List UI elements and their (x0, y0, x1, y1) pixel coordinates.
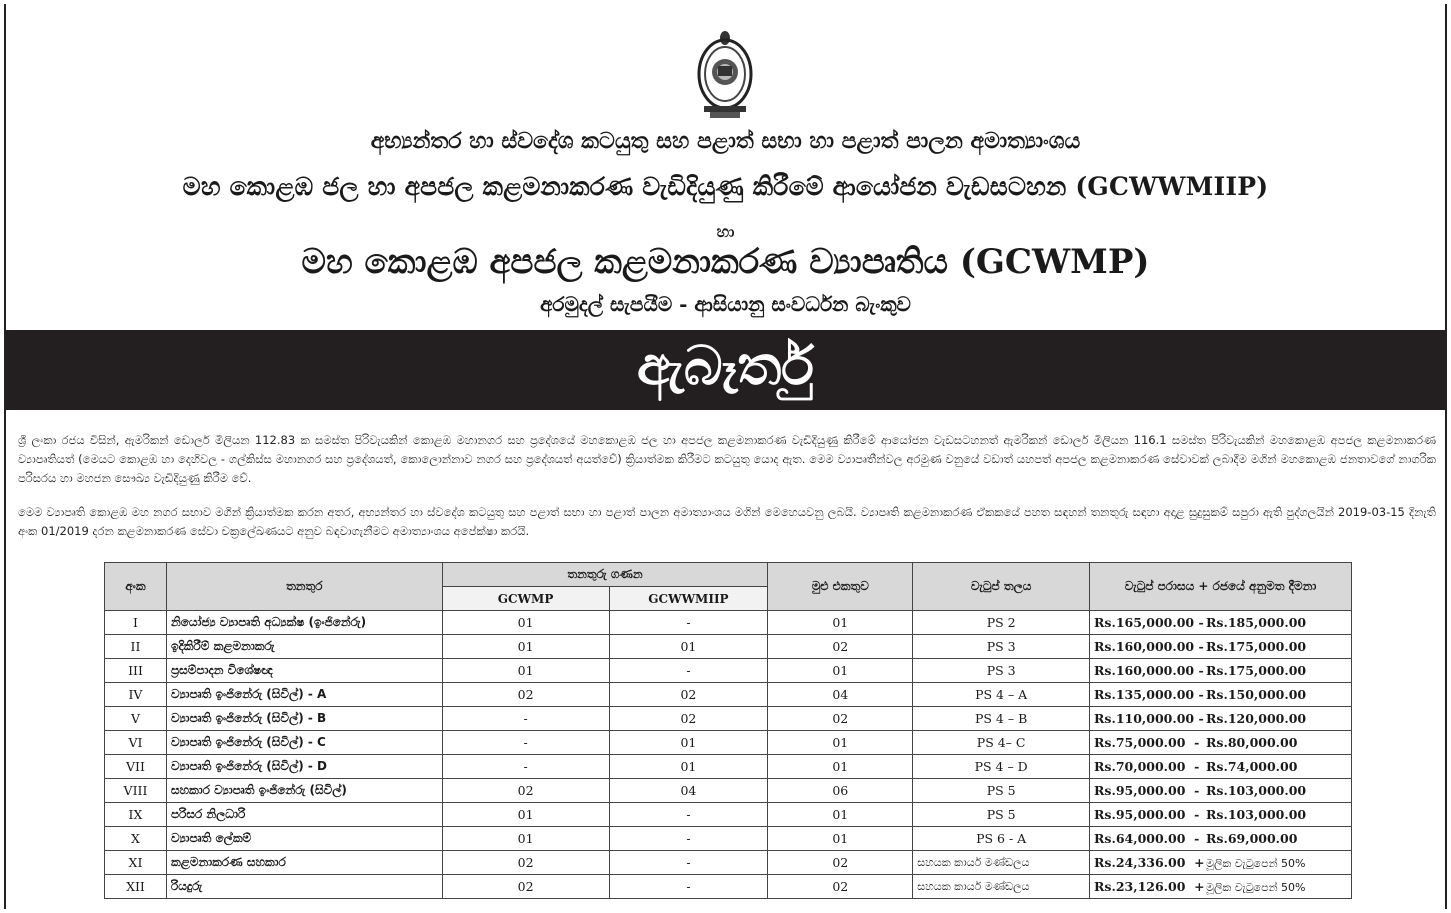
cell-gcwmp: 01 (442, 803, 609, 827)
cell-total: 01 (768, 755, 913, 779)
salary-end: Rs.175,000.00 (1206, 639, 1307, 654)
salary-end: Rs.150,000.00 (1206, 687, 1307, 702)
cell-total: 01 (768, 731, 913, 755)
cell-grade: PS 4 – A (913, 683, 1090, 707)
cell-gcwwmiip: 01 (609, 635, 768, 659)
cell-gcwmp: 02 (442, 779, 609, 803)
cell-gcwmp: 02 (442, 851, 609, 875)
cell-gcwwmiip: - (609, 851, 768, 875)
salary-end: Rs.74,000.00 (1206, 759, 1298, 774)
cell-salary (1090, 803, 1352, 827)
vacancies-banner (6, 330, 1445, 410)
and-connector: හා (716, 222, 735, 241)
cell-post: කළමනාකරණ සහකාර (166, 851, 442, 875)
salary-end: Rs.185,000.00 (1206, 615, 1307, 630)
cell-grade: PS 3 (913, 635, 1090, 659)
cell-post: නියෝජ්‍ය ව්‍යාපෘති අධ්‍යක්ෂ (ඉංජිනේරු) (166, 611, 442, 635)
cell-gcwmp: 01 (442, 827, 609, 851)
salary-start: Rs.95,000.00 - (1094, 783, 1200, 798)
cell-gcwwmiip: - (609, 875, 768, 899)
cell-gcwwmiip: - (609, 827, 768, 851)
cell-total: 06 (768, 779, 913, 803)
cell-salary (1090, 707, 1352, 731)
table-row (105, 803, 1352, 827)
ministry-heading: අභ්‍යන්තර හා ස්වදේශ කටයුතු සහ පළාත් සභා හා පළාත් පාලන අමාත්‍යාංශය (370, 128, 1081, 154)
header-gcwwmiip: GCWWMIIP (609, 587, 768, 611)
cell-grade: PS 2 (913, 611, 1090, 635)
table-row (105, 611, 1352, 635)
salary-end: Rs.80,000.00 (1206, 735, 1298, 750)
cell-salary (1090, 755, 1352, 779)
cell-gcwmp: 02 (442, 683, 609, 707)
cell-total: 01 (768, 611, 913, 635)
cell-grade: PS 3 (913, 659, 1090, 683)
table-row (105, 755, 1352, 779)
table-row (105, 659, 1352, 683)
salary-start: Rs.160,000.00 - (1094, 663, 1204, 678)
cell-salary (1090, 875, 1352, 899)
table-row (105, 635, 1352, 659)
intro-paragraph: ශ්‍රී ලංකා රජය විසින්, ඇමරිකන් ඩොලර් මිලියන 112.83 ක සමස්ත පිරිවැයකින් කොළඹ මහානගර සහ ප්‍රදේශයේ මහකොළඹ ජල හා අපජල කළමනාකරණ වැඩිදියුණු කිරීමේ ආයෝජන වැඩසටහනත් ඇමරිකන් ඩොලර් මිලියන 116.1 සමස්ත පිරිවැයකින් මහකොළඹ අපජල කළමනාකරණ ව්‍යාපෘතියත් (මෙයට කොළඹ හා දෙහිවල - ගල්කිස්ස මහානගර සහ ප්‍රදේශයත්, කොලොන්නාව නගර සහ ප්‍රදේශයත් අයත්වේ) ක්‍රියාත්මක කිරීමට කටයුතු යොද ඇත. මෙම ව්‍යාපෘතීන්වල අරමුණ වනුයේ වඩාත් යහපත් අපජල කළමනාකරණ සේවාවක් ලබාදීම මගින් මහකොළඹ ජනතාවගේ නාගරික පරිසරය හා මහජන සෞඛ්‍ය වැඩිදියුණු කිරීම වේ. (18, 433, 1436, 485)
cell-total: 02 (768, 635, 913, 659)
salary-start: Rs.110,000.00 - (1094, 711, 1204, 726)
header-count: තනතුරු ගණන (442, 563, 768, 587)
program-heading: මහ කොළඹ ජල හා අපජල කළමනාකරණ වැඩිදියුණු කිරීමේ ආයෝජන වැඩසටහන (GCWWMIIP) (182, 172, 1269, 201)
cell-post: පරිසර නිලධාරි (166, 803, 442, 827)
cell-gcwmp: 02 (442, 875, 609, 899)
cell-total: 02 (768, 851, 913, 875)
cell-grade: PS 5 (913, 779, 1090, 803)
cell-salary (1090, 683, 1352, 707)
table-row (105, 731, 1352, 755)
salary-start: Rs.135,000.00 - (1094, 687, 1204, 702)
cell-total: 01 (768, 659, 913, 683)
cell-post: ව්‍යාපෘති ඉංජිනේරු (සිවිල්) - C (166, 731, 442, 755)
salary-end: මූලික වැටුපෙන් 50% (1206, 856, 1306, 870)
salary-start: Rs.75,000.00 - (1094, 735, 1200, 750)
salary-start: Rs.70,000.00 - (1094, 759, 1200, 774)
salary-end: Rs.120,000.00 (1206, 711, 1307, 726)
cell-gcwwmiip: - (609, 659, 768, 683)
cell-grade: PS 4 – B (913, 707, 1090, 731)
cell-grade: PS 4 – D (913, 755, 1090, 779)
cell-post: ව්‍යාපෘති ඉංජිනේරු (සිවිල්) - B (166, 707, 442, 731)
sri-lanka-emblem-icon (696, 26, 754, 120)
header-no: අංක (105, 563, 167, 611)
cell-gcwmp: 01 (442, 611, 609, 635)
cell-total: 02 (768, 875, 913, 899)
funding-line: අරමුදල් සැපයීම - ආසියානු සංවර්ධන බැංකුව (540, 292, 911, 316)
cell-no: VI (105, 731, 167, 755)
salary-end: මූලික වැටුපෙන් 50% (1206, 880, 1306, 894)
cell-total: 01 (768, 803, 913, 827)
cell-no: V (105, 707, 167, 731)
cell-post: ව්‍යාපෘති ඉංජිනේරු (සිවිල්) - D (166, 755, 442, 779)
cell-gcwmp: - (442, 707, 609, 731)
cell-grade: PS 6 - A (913, 827, 1090, 851)
cell-post: රියදුරු (166, 875, 442, 899)
cell-post: ප්‍රසම්පාදන විශේෂඥ (166, 659, 442, 683)
table-row (105, 875, 1352, 899)
project-heading: මහ කොළඹ අපජල කළමනාකරණ ව්‍යාපෘතිය (GCWMP) (301, 242, 1150, 282)
table-row (105, 683, 1352, 707)
cell-gcwwmiip: - (609, 611, 768, 635)
salary-start: Rs.24,336.00 + (1094, 854, 1205, 870)
salary-start: Rs.165,000.00 - (1094, 615, 1204, 630)
cell-no: IX (105, 803, 167, 827)
cell-gcwwmiip: 02 (609, 683, 768, 707)
cell-grade: PS 4– C (913, 731, 1090, 755)
table-row (105, 779, 1352, 803)
cell-no: X (105, 827, 167, 851)
cell-total: 04 (768, 683, 913, 707)
application-paragraph: මෙම ව්‍යාපෘති කොළඹ මහ නගර සභාව මගින් ක්‍රියාත්මක කරන අතර, අභ්‍යන්තර හා ස්වදේශ කටයුතු සහ පළාත් සභා හා පළාත් පාලන අමාත්‍යාංශය මගින් මෙහෙයවනු ලබයි. ව්‍යාපෘති කළමනාකරණ ඒකකයේ පහත සඳහන් තනතුරු සඳහා අදාළ සුදුසුකම් සපුරා ඇති පුද්ගලයින් 2019-03-15 දිනැති අංක 01/2019 දරන කළමනාකරණ සේවා චක්‍රලේඛණයට අනුව බඳවාගැනීමට අමාත්‍යාංශය අපේක්ෂා කරයි. (18, 505, 1436, 538)
salary-end: Rs.175,000.00 (1206, 663, 1307, 678)
cell-no: XI (105, 851, 167, 875)
cell-salary (1090, 731, 1352, 755)
cell-gcwwmiip: 01 (609, 731, 768, 755)
cell-gcwwmiip: - (609, 803, 768, 827)
header-total: මුළු එකතුව (768, 563, 913, 611)
cell-salary (1090, 635, 1352, 659)
cell-gcwmp: - (442, 731, 609, 755)
salary-end: Rs.103,000.00 (1206, 807, 1307, 822)
cell-gcwmp: - (442, 755, 609, 779)
header-grade: වැටුප් තලය (913, 563, 1090, 611)
header-salary: වැටුප් පරාසය + රජයේ අනුමත දීමනා (1090, 563, 1352, 611)
cell-no: III (105, 659, 167, 683)
cell-no: VIII (105, 779, 167, 803)
salary-start: Rs.23,126.00 + (1094, 878, 1205, 894)
cell-no: IV (105, 683, 167, 707)
cell-post: ව්‍යාපෘති ලේකම් (166, 827, 442, 851)
cell-post: සහකාර ව්‍යාපෘති ඉංජිනේරු (සිවිල්) (166, 779, 442, 803)
cell-gcwmp: 01 (442, 659, 609, 683)
cell-salary (1090, 779, 1352, 803)
salary-start: Rs.160,000.00 - (1094, 639, 1204, 654)
salary-end: Rs.103,000.00 (1206, 783, 1307, 798)
salary-start: Rs.64,000.00 - (1094, 831, 1200, 846)
cell-no: I (105, 611, 167, 635)
vacancies-title: ඇබෑර්තු (636, 334, 814, 397)
table-row (105, 827, 1352, 851)
vacancies-table (104, 562, 1352, 899)
cell-no: VII (105, 755, 167, 779)
cell-gcwmp: 01 (442, 635, 609, 659)
cell-salary (1090, 851, 1352, 875)
cell-gcwwmiip: 02 (609, 707, 768, 731)
salary-start: Rs.95,000.00 - (1094, 807, 1200, 822)
table-row (105, 851, 1352, 875)
cell-no: XII (105, 875, 167, 899)
table-row (105, 707, 1352, 731)
cell-total: 01 (768, 827, 913, 851)
salary-end: Rs.69,000.00 (1206, 831, 1298, 846)
table-header-row (105, 563, 1352, 587)
cell-post: ව්‍යාපෘති ඉංජිනේරු (සිවිල්) - A (166, 683, 442, 707)
cell-grade: PS 5 (913, 803, 1090, 827)
cell-grade: සහයක කාර්ය මණ්ඩලය (913, 851, 1090, 875)
cell-grade: සහයක කාර්ය මණ්ඩලය (913, 875, 1090, 899)
cell-gcwwmiip: 04 (609, 779, 768, 803)
cell-post: ඉදිකිරීම් කළමනාකරු (166, 635, 442, 659)
cell-gcwwmiip: 01 (609, 755, 768, 779)
cell-total: 02 (768, 707, 913, 731)
header-gcwmp: GCWMP (442, 587, 609, 611)
cell-salary (1090, 827, 1352, 851)
header-post: තනතුර (166, 563, 442, 611)
cell-salary (1090, 611, 1352, 635)
cell-salary (1090, 659, 1352, 683)
cell-no: II (105, 635, 167, 659)
